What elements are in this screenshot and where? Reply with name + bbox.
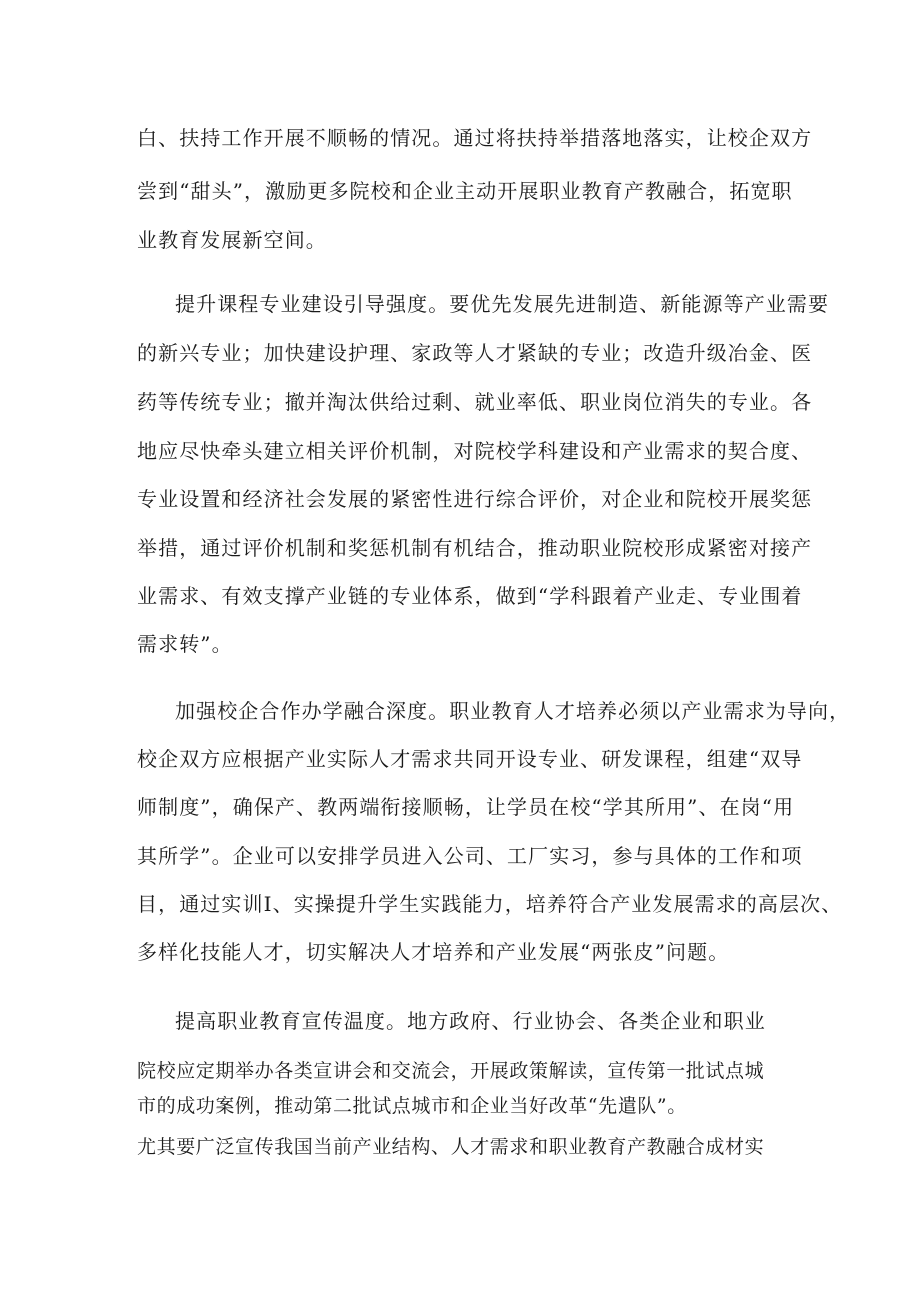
paragraph-2-line-3: 药等传统专业；撤并淘汰供给过剩、就业率低、职业岗位消失的专业。各 bbox=[137, 390, 813, 414]
paragraph-2-line-4: 地应尽快牵头建立相关评价机制，对院校学科建设和产业需求的契合度、 bbox=[137, 439, 813, 463]
paragraph-4-line-3: 市的成功案例，推动第二批试点城市和企业当好改革“先遣队”。 bbox=[137, 1095, 687, 1117]
paragraph-3-line-6: 多样化技能人才，切实解决人才培养和产业发展“两张皮”问题。 bbox=[137, 940, 730, 964]
paragraph-2-line-5: 专业设置和经济社会发展的紧密性进行综合评价，对企业和院校开展奖惩 bbox=[137, 487, 813, 511]
paragraph-2-line-1: 提升课程专业建设引导强度。要优先发展先进制造、新能源等产业需要 bbox=[175, 292, 830, 316]
paragraph-3-line-5: 目，通过实训Ⅰ、实操提升学生实践能力，培养符合产业发展需求的高层次、 bbox=[137, 892, 843, 916]
paragraph-3-line-3: 师制度”，确保产、教两端衔接顺畅，让学员在校“学其所用”、在岗“用 bbox=[137, 795, 795, 819]
paragraph-2-line-8: 需求转”。 bbox=[137, 632, 233, 656]
paragraph-3-line-4: 其所学”。企业可以安排学员进入公司、工厂实习，参与具体的工作和项 bbox=[137, 844, 803, 868]
paragraph-3-line-1: 加强校企合作办学融合深度。职业教育人才培养必须以产业需求为导向， bbox=[175, 699, 851, 723]
paragraph-1-line-3: 业教育发展新空间。 bbox=[137, 228, 327, 252]
paragraph-2-line-2: 的新兴专业；加快建设护理、家政等人才紧缺的专业；改造升级冶金、医 bbox=[137, 341, 813, 365]
paragraph-3-line-2: 校企双方应根据产业实际人才需求共同开设专业、研发课程，组建“双导 bbox=[137, 747, 803, 771]
paragraph-1-line-1: 白、扶持工作开展不顺畅的情况。通过将扶持举措落地落实，让校企双方 bbox=[137, 126, 813, 150]
paragraph-4-line-2: 院校应定期举办各类宣讲会和交流会，开展政策解读，宣传第一批试点城 bbox=[137, 1060, 765, 1082]
paragraph-2-line-6: 举措，通过评价机制和奖惩机制有机结合，推动职业院校形成紧密对接产 bbox=[137, 536, 813, 560]
paragraph-1-line-2: 尝到“甜头”，激励更多院校和企业主动开展职业教育产教融合，拓宽职 bbox=[137, 179, 793, 203]
paragraph-4-line-4: 尤其要广泛宣传我国当前产业结构、人才需求和职业教育产教融合成材实 bbox=[137, 1136, 765, 1158]
paragraph-4-line-1: 提高职业教育宣传温度。地方政府、行业协会、各类企业和职业 bbox=[175, 1009, 766, 1033]
paragraph-2-line-7: 业需求、有效支撑产业链的专业体系，做到“学科跟着产业走、专业围着 bbox=[137, 584, 803, 608]
